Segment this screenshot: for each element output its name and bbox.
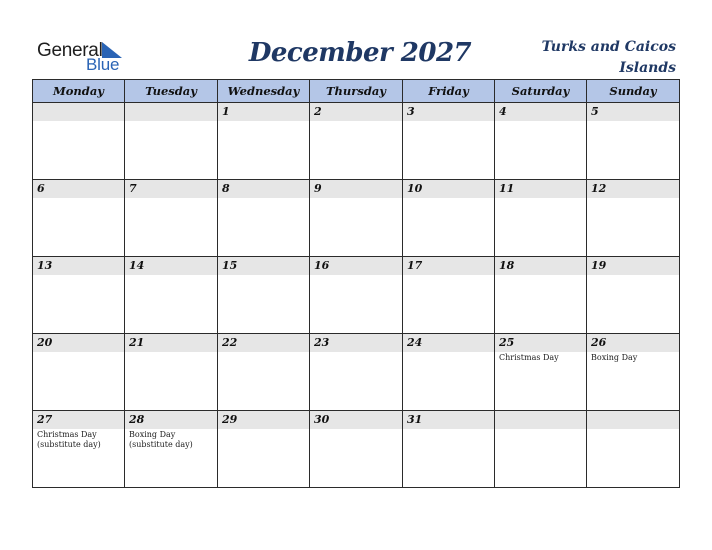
- holiday-label: Christmas Day (substitute day): [37, 430, 101, 449]
- day-cell: [125, 103, 218, 180]
- date-number: 26: [587, 334, 679, 352]
- country-name: [526, 37, 676, 79]
- weekday-sunday: Sunday: [587, 80, 680, 103]
- date-number: 29: [218, 411, 309, 429]
- date-number: 9: [310, 180, 402, 198]
- date-number: 6: [33, 180, 124, 198]
- day-cell: [33, 411, 125, 488]
- date-number: 23: [310, 334, 402, 352]
- weekday-thursday: Thursday: [310, 80, 403, 103]
- date-number: 16: [310, 257, 402, 275]
- day-cell: [125, 334, 218, 411]
- date-number: 17: [403, 257, 494, 275]
- date-number: 2: [310, 103, 402, 121]
- day-cell: [587, 180, 680, 257]
- date-number: 31: [403, 411, 494, 429]
- week-row: [33, 103, 680, 180]
- holiday-label: Boxing Day: [591, 353, 638, 362]
- day-cell: [403, 257, 495, 334]
- date-number: 27: [33, 411, 124, 429]
- date-number: 20: [33, 334, 124, 352]
- day-cell: [33, 334, 125, 411]
- week-row: [33, 334, 680, 411]
- date-number: [125, 103, 217, 121]
- day-cell: [125, 180, 218, 257]
- weekday-wednesday: Wednesday: [218, 80, 310, 103]
- calendar-body: [33, 103, 680, 488]
- date-number: 24: [403, 334, 494, 352]
- day-cell: [33, 180, 125, 257]
- day-cell: [587, 257, 680, 334]
- date-number: [587, 411, 679, 429]
- day-cell: [33, 103, 125, 180]
- calendar-grid: [32, 79, 680, 488]
- country-line-1: Turks and Caicos: [541, 39, 676, 55]
- date-number: [495, 411, 586, 429]
- date-number: 15: [218, 257, 309, 275]
- date-number: 1: [218, 103, 309, 121]
- day-cell: [310, 334, 403, 411]
- date-number: 30: [310, 411, 402, 429]
- day-cell: [125, 257, 218, 334]
- date-number: 14: [125, 257, 217, 275]
- date-number: 5: [587, 103, 679, 121]
- date-number: 19: [587, 257, 679, 275]
- day-cell: [310, 180, 403, 257]
- date-number: 28: [125, 411, 217, 429]
- day-cell: [495, 103, 587, 180]
- date-number: [33, 103, 124, 121]
- date-number: 7: [125, 180, 217, 198]
- day-cell: [587, 103, 680, 180]
- day-cell: [218, 180, 310, 257]
- date-number: 3: [403, 103, 494, 121]
- holiday-label: Christmas Day: [499, 353, 559, 362]
- date-number: 8: [218, 180, 309, 198]
- date-number: 21: [125, 334, 217, 352]
- day-cell: [310, 103, 403, 180]
- day-cell: [310, 257, 403, 334]
- day-cell: [495, 257, 587, 334]
- day-cell: [495, 411, 587, 488]
- date-number: 12: [587, 180, 679, 198]
- page-title: December 2027: [248, 38, 472, 68]
- day-cell: [218, 334, 310, 411]
- week-row: [33, 411, 680, 488]
- weekday-header-row: [33, 80, 680, 103]
- weekday-monday: Monday: [33, 80, 125, 103]
- day-cell: [218, 257, 310, 334]
- date-number: 11: [495, 180, 586, 198]
- day-cell: [33, 257, 125, 334]
- day-cell: [587, 411, 680, 488]
- day-cell: [218, 411, 310, 488]
- weekday-tuesday: Tuesday: [125, 80, 218, 103]
- day-cell: [403, 180, 495, 257]
- date-number: 13: [33, 257, 124, 275]
- day-cell: [495, 180, 587, 257]
- week-row: [33, 257, 680, 334]
- logo-word-blue: Blue: [86, 55, 120, 74]
- day-cell: [218, 103, 310, 180]
- weekday-saturday: Saturday: [495, 80, 587, 103]
- generalblue-logo: [37, 40, 137, 74]
- day-cell: [403, 103, 495, 180]
- day-cell: [587, 334, 680, 411]
- date-number: 22: [218, 334, 309, 352]
- date-number: 18: [495, 257, 586, 275]
- weekday-friday: Friday: [403, 80, 495, 103]
- logo-word-general: General: [37, 40, 103, 61]
- week-row: [33, 180, 680, 257]
- date-number: 25: [495, 334, 586, 352]
- day-cell: [125, 411, 218, 488]
- country-line-2: Islands: [619, 60, 676, 76]
- day-cell: [310, 411, 403, 488]
- day-cell: [403, 334, 495, 411]
- date-number: 4: [495, 103, 586, 121]
- day-cell: [495, 334, 587, 411]
- date-number: 10: [403, 180, 494, 198]
- holiday-label: Boxing Day (substitute day): [129, 430, 193, 449]
- day-cell: [403, 411, 495, 488]
